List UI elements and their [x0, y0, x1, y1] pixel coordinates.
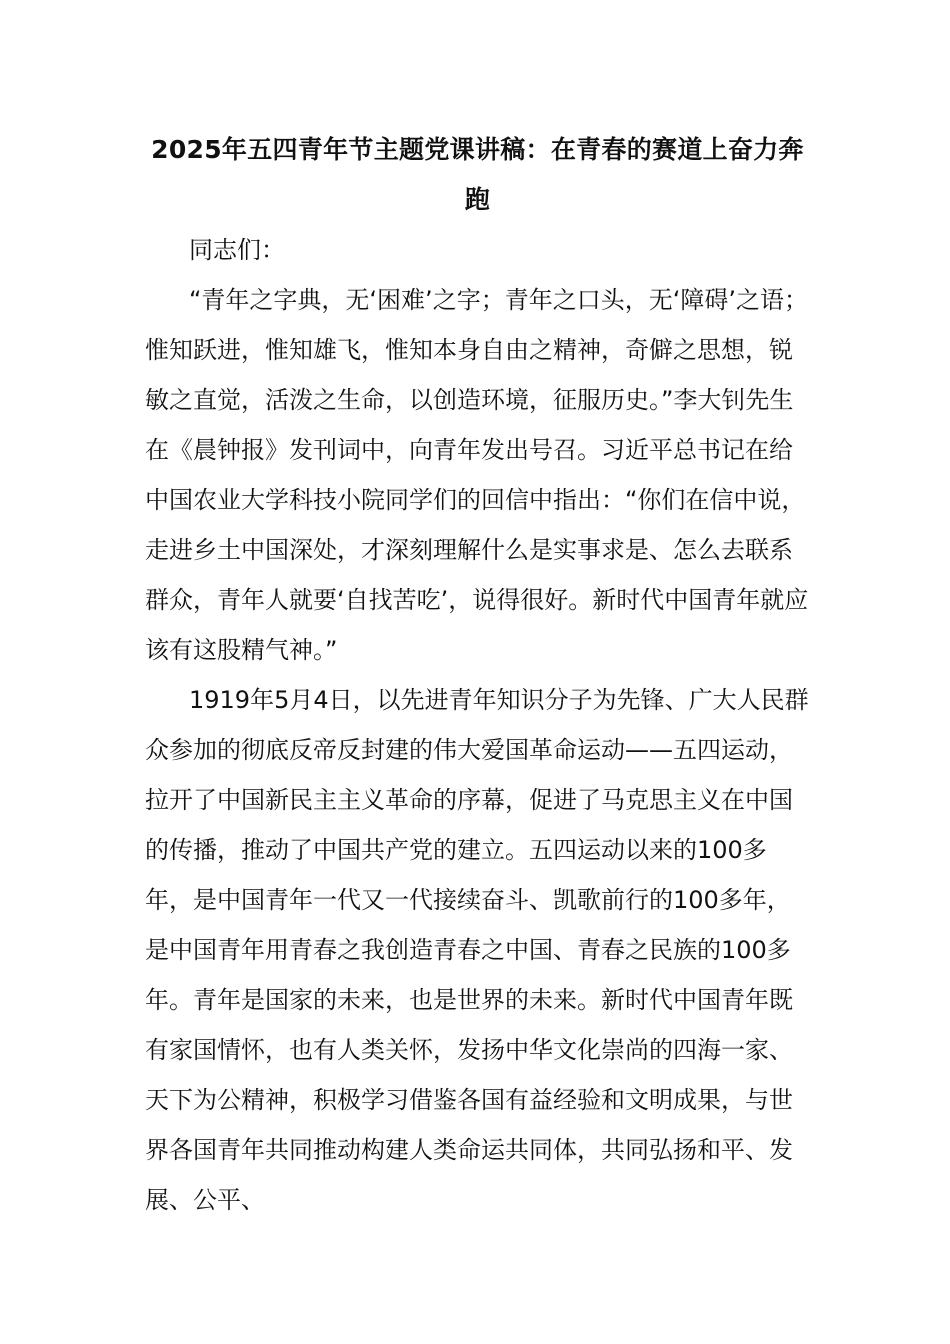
paragraph-1: “青年之字典，无‘困难’之字；青年之口头，无‘障碍’之语；惟知跃进，惟知雄飞，惟知本身自由之精神，奇僻之思想，锐敏之直觉，活泼之生命，以创造环境，征服历史。”李大钊先生在《晨钟报》发刊词中，向青年发出号召。习近平总书记在给中国农业大学科技小院同学们的回信中指出：“你们在信中说，走进乡土中国深处，才深刻理解什么是实事求是、怎么去联系群众，青年人就要‘自找苦吃’，说得很好。新时代中国青年就应该有这股精气神。”	[145, 286, 809, 664]
document-title: 2025年五四青年节主题党课讲稿：在青春的赛道上奋力奔跑	[151, 135, 804, 214]
paragraph-2: 1919年5月4日，以先进青年知识分子为先锋、广大人民群众参加的彻底反帝反封建的伟大爱国革命运动——五四运动，拉开了中国新民主主义革命的序幕，促进了马克思主义在中国的传播，推动了中国共产党的建立。五四运动以来的100多年，是中国青年一代又一代接续奋斗、凯歌前行的100多年，是中国青年用青春之我创造青春之中国、青春之民族的100多年。青年是国家的未来，也是世界的未来。新时代中国青年既有家国情怀，也有人类关怀，发扬中华文化崇尚的四海一家、天下为公精神，积极学习借鉴各国有益经验和文明成果，与世界各国青年共同推动构建人类命运共同体，共同弘扬和平、发展、公平、	[145, 686, 809, 1214]
salutation: 同志们：	[189, 236, 285, 264]
document-page	[145, 125, 810, 1225]
